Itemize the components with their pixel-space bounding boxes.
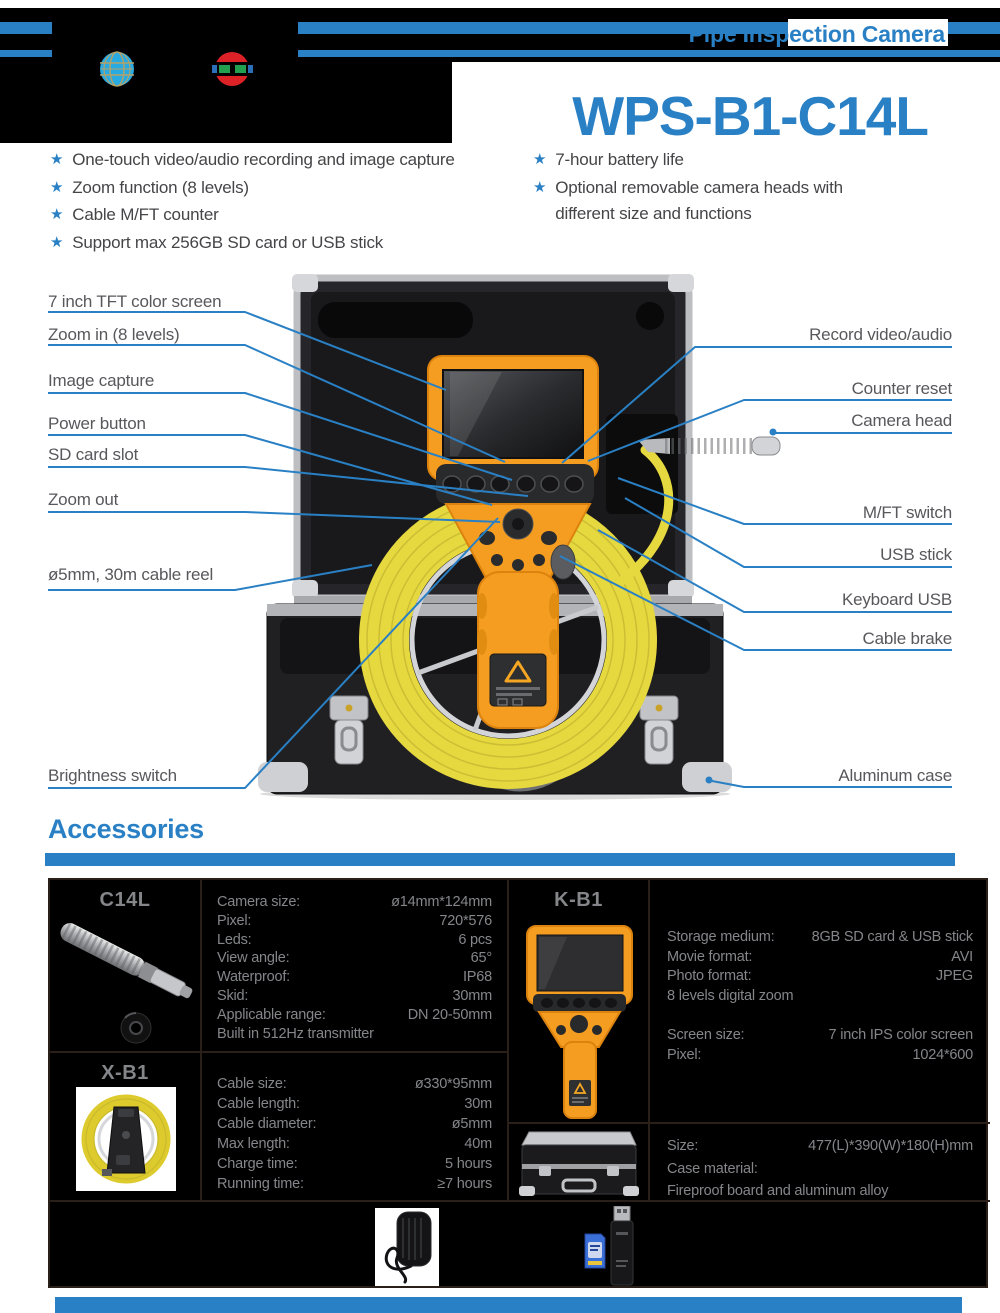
spec-label: Case material: <box>667 1160 758 1177</box>
callout-counter-reset: Counter reset <box>851 379 952 398</box>
spec-row <box>667 1026 973 1046</box>
spec-row <box>217 1134 492 1154</box>
callout-sd-card-slot: SD card slot <box>48 445 139 464</box>
spec-row <box>217 1174 492 1194</box>
callout-cable-brake: Cable brake <box>862 629 952 648</box>
spec-value: Fireproof board and aluminum alloy <box>667 1183 889 1199</box>
callout-cable-reel: ø5mm, 30m cable reel <box>48 565 214 584</box>
callout-brightness-switch: Brightness switch <box>48 766 177 785</box>
spec-label: Cable length: <box>217 1096 300 1112</box>
star-icon: ★ <box>50 206 64 223</box>
header-bar-left-thick <box>0 22 52 34</box>
spec-label: Movie format: <box>667 948 753 965</box>
spec-row <box>217 968 492 987</box>
feature-text: One-touch video/audio recording and image capture <box>72 150 455 169</box>
spec-label: Charge time: <box>217 1156 298 1172</box>
accessory-name: X-B1 <box>101 1062 149 1084</box>
callout-mft-switch: M/FT switch <box>862 503 952 522</box>
camera-head-photo <box>50 912 202 1052</box>
cell-case <box>509 1124 650 1202</box>
star-icon: ★ <box>533 178 547 196</box>
sd-card-usb-photo <box>583 1206 643 1288</box>
spec-value: DN 20-50mm <box>407 1006 492 1023</box>
star-icon: ★ <box>533 151 547 168</box>
xb1-reel-photo <box>50 1085 202 1197</box>
cell-xb1-specs <box>202 1053 509 1202</box>
callout-usb-stick: USB stick <box>880 545 952 564</box>
spec-label: View angle: <box>217 950 290 967</box>
feature-list-right <box>533 147 888 229</box>
accessories-divider-bar <box>45 853 955 866</box>
spec-row <box>217 893 492 912</box>
spec-value: 8GB SD card & USB stick <box>811 929 973 945</box>
spec-label: Built in 512Hz transmitter <box>217 1025 374 1042</box>
accessories-table <box>48 878 988 1288</box>
accessories-title: Accessories <box>48 814 204 844</box>
cell-c14l-specs <box>202 880 509 1053</box>
spec-label: Camera size: <box>217 894 301 910</box>
star-icon: ★ <box>50 178 64 196</box>
feature-text: Cable M/FT counter <box>72 205 219 224</box>
feature-text: Zoom function (8 levels) <box>72 177 249 197</box>
cell-case-specs <box>650 1124 990 1202</box>
spec-label: Photo format: <box>667 968 752 985</box>
header-bar-left-thin <box>0 50 52 57</box>
accessory-name: K-B1 <box>554 889 603 911</box>
spec-label: Pixel: <box>667 1046 702 1063</box>
spec-row <box>217 931 492 950</box>
kb1-monitor-photo <box>509 912 650 1122</box>
star-icon: ★ <box>50 233 64 251</box>
spec-row <box>217 1025 492 1044</box>
feature-item <box>533 147 888 174</box>
feature-item <box>50 175 520 202</box>
power-adapter-photo <box>375 1208 439 1286</box>
spec-row <box>667 987 973 1007</box>
spec-row <box>667 1135 973 1158</box>
feature-item <box>50 147 520 174</box>
spec-row <box>217 1114 492 1134</box>
spec-label: Cable size: <box>217 1076 287 1092</box>
cell-xb1 <box>50 1053 202 1202</box>
spec-value: JPEG <box>935 968 973 985</box>
spec-label: Cable diameter: <box>217 1116 317 1132</box>
spec-value: 7 inch IPS color screen <box>828 1026 973 1043</box>
spec-label: Running time: <box>217 1176 304 1192</box>
spec-row <box>217 1074 492 1094</box>
sd-card <box>585 1234 605 1268</box>
feature-item <box>50 230 520 257</box>
spec-value: 30mm <box>452 987 492 1004</box>
callout-aluminum-case: Aluminum case <box>838 766 952 785</box>
cell-included-items <box>50 1202 990 1290</box>
spec-value: 477(L)*390(W)*180(H)mm <box>808 1138 973 1154</box>
spec-value: ø330*95mm <box>414 1076 492 1092</box>
spec-row <box>217 949 492 968</box>
callout-record: Record video/audio <box>809 325 952 344</box>
spec-value: IP68 <box>462 969 492 986</box>
product-type: Pipe Inspection Camera <box>688 21 945 47</box>
spec-label: Max length: <box>217 1136 290 1152</box>
brand-logos <box>95 48 255 92</box>
spec-value: AVI <box>951 948 973 965</box>
spec-label: Storage medium: <box>667 929 775 945</box>
case-photo <box>509 1124 650 1202</box>
star-icon: ★ <box>50 151 64 168</box>
feature-item <box>533 175 873 228</box>
feature-text: 7-hour battery life <box>555 150 684 169</box>
callout-keyboard-usb: Keyboard USB <box>841 590 952 609</box>
spec-row <box>667 967 973 987</box>
spec-value: ≥7 hours <box>437 1176 492 1192</box>
cell-kb1 <box>509 880 650 1124</box>
cell-kb1-specs <box>650 880 990 1124</box>
accessory-name: C14L <box>99 889 151 911</box>
spec-label: Pixel: <box>217 912 252 929</box>
spec-value: 720*576 <box>439 912 492 929</box>
header-bar-right-thin <box>298 50 1000 57</box>
spec-row <box>217 912 492 931</box>
spec-value: 5 hours <box>445 1156 492 1172</box>
globe-icon <box>100 52 134 86</box>
callout-zoom-in: Zoom in (8 levels) <box>48 325 180 344</box>
spec-value: 1024*600 <box>912 1046 973 1063</box>
spec-value: 40m <box>464 1136 492 1152</box>
callout-zoom-out: Zoom out <box>48 490 119 509</box>
spec-row <box>667 948 973 968</box>
spec-row <box>217 1154 492 1174</box>
spec-value: ø14mm*124mm <box>391 894 492 910</box>
feature-text: Optional removable camera heads with different size and functions <box>555 177 843 223</box>
spec-label: Size: <box>667 1138 699 1154</box>
feature-text: Support max 256GB SD card or USB stick <box>72 232 384 252</box>
spec-value: 65° <box>470 950 492 967</box>
usb-stick <box>611 1206 633 1285</box>
cell-c14l <box>50 880 202 1053</box>
feature-item <box>50 202 520 229</box>
callout-tft-screen: 7 inch TFT color screen <box>48 292 222 311</box>
spec-label: 8 levels digital zoom <box>667 988 794 1005</box>
ring-logo-icon <box>212 52 253 86</box>
spec-label: Skid: <box>217 987 249 1004</box>
spec-label: Leds: <box>217 931 252 948</box>
spec-row <box>667 928 973 948</box>
callout-image-capture: Image capture <box>48 371 155 390</box>
spec-label: Applicable range: <box>217 1006 326 1023</box>
spec-row <box>667 1046 973 1066</box>
spec-label: Waterproof: <box>217 969 291 986</box>
model-name: WPS-B1-C14L <box>572 85 928 147</box>
callout-power-button: Power button <box>48 414 146 433</box>
spec-value: 30m <box>464 1096 492 1112</box>
spec-row <box>217 1006 492 1025</box>
callout-lines <box>0 270 1000 815</box>
spec-label: Screen size: <box>667 1026 745 1043</box>
callout-camera-head: Camera head <box>851 411 952 430</box>
feature-list-left <box>50 147 520 257</box>
spec-value: ø5mm <box>451 1116 492 1132</box>
spec-row <box>217 1094 492 1114</box>
footer-bar <box>55 1297 962 1313</box>
spec-row <box>217 987 492 1006</box>
spec-value: 6 pcs <box>458 931 492 948</box>
